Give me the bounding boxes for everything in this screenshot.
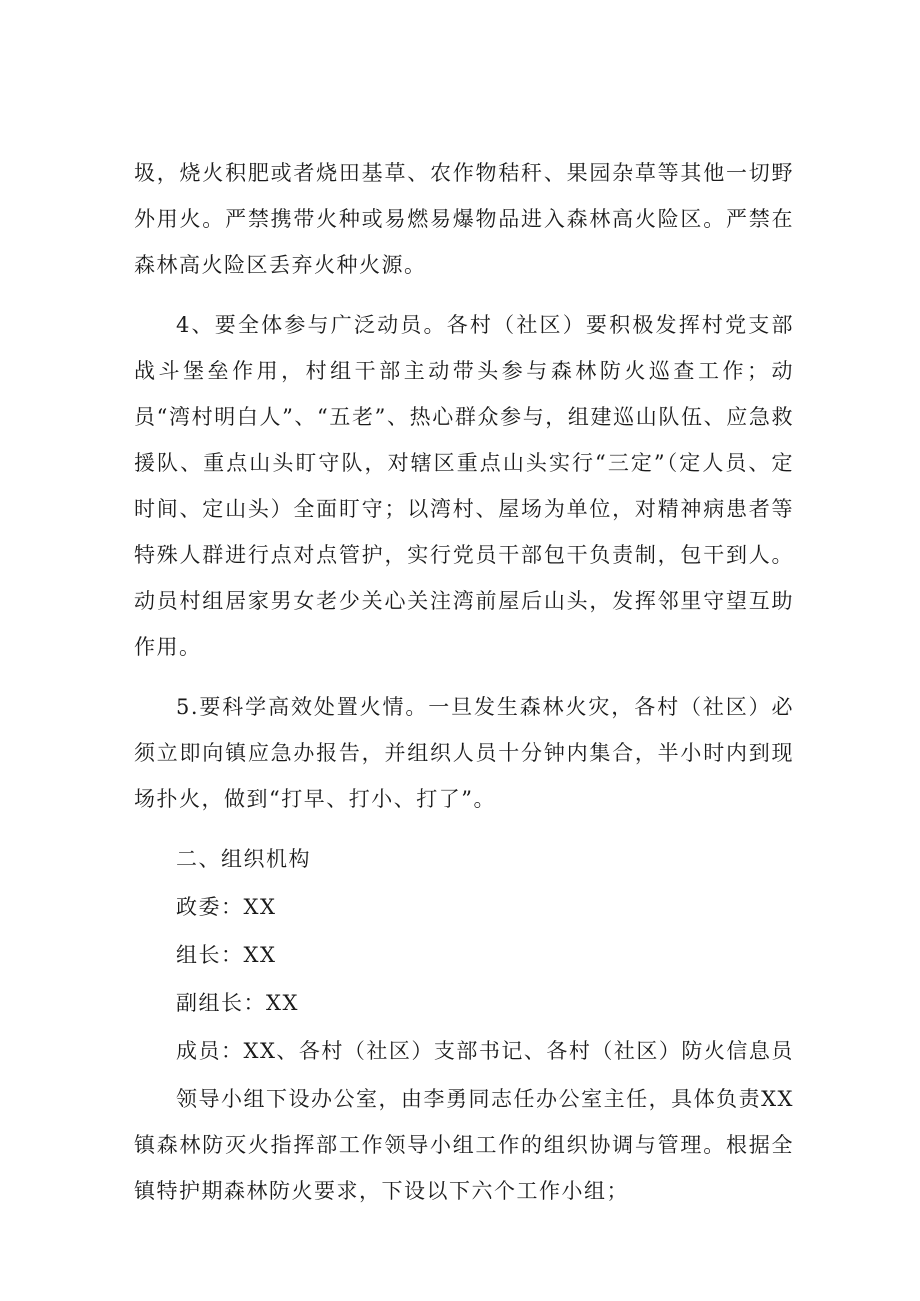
paragraph-fire-ban-continued: 圾，烧火积肥或者烧田基草、农作物秸秆、果园杂草等其他一切野外用火。严禁携带火种或易燃易爆物品进入森林高火险区。严禁在森林高火险区丢弃火种火源。 (134, 161, 794, 277)
paragraph-fire-handling: 5.要科学高效处置火情。一旦发生森林火灾，各村（社区）必须立即向镇应急办报告，并组织人员十分钟内集合，半小时内到现场扑火，做到“打早、打小、打了”。 (134, 695, 794, 811)
paragraph-office-setup: 领导小组下设办公室，由李勇同志任办公室主任，具体负责XX镇森林防灭火指挥部工作领导小组工作的组织协调与管理。根据全镇特护期森林防火要求，下设以下六个工作小组； (134, 1087, 794, 1203)
role-political-commissar: 政委：XX (176, 895, 277, 919)
role-members: 成员：XX、各村（社区）支部书记、各村（社区）防火信息员 (176, 1039, 794, 1063)
role-deputy-leader: 副组长：XX (176, 991, 299, 1015)
role-team-leader: 组长：XX (176, 943, 277, 967)
section-heading-organization: 二、组织机构 (176, 847, 311, 871)
paragraph-mobilization: 4、要全体参与广泛动员。各村（社区）要积极发挥村党支部战斗堡垒作用，村组干部主动带头参与森林防火巡查工作；动员“湾村明白人”、“五老”、热心群众参与，组建巡山队伍、应急救援队、重点山头盯守队，对辖区重点山头实行“三定”（定人员、定时间、定山头）全面盯守；以湾村、屋场为单位，对精神病患者等特殊人群进行点对点管护，实行党员干部包干负责制，包干到人。动员村组居家男女老少关心关注湾前屋后山头，发挥邻里守望互助作用。 (134, 313, 794, 659)
document-body (134, 150, 794, 1228)
